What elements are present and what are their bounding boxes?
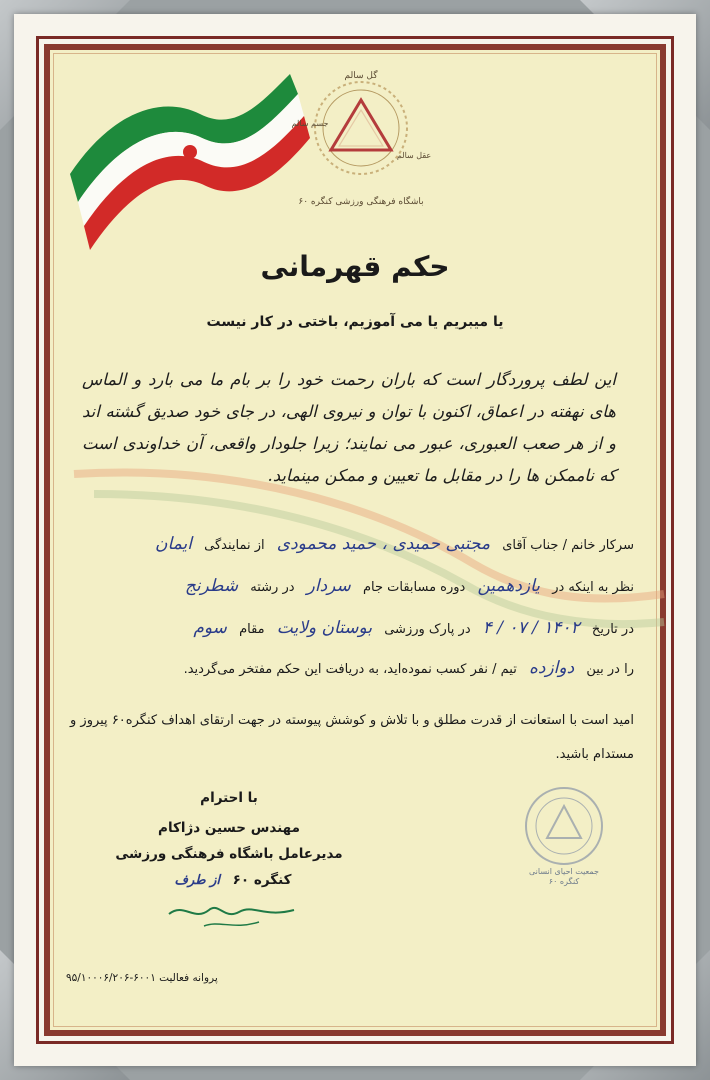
among-label: را در بین — [586, 662, 634, 677]
hope-text: امید است با استعانت از قدرت مطلق و با تلاش و کوشش پیوسته در جهت ارتقای اهداف کنگره۶۰ پیروز و مستدام باشید. — [70, 713, 634, 762]
license-number: پروانه فعالیت ۶۰۰۱-۹۵/۱۰۰۰۶/۲۰۶ — [66, 972, 218, 984]
closing-regards: با احترام — [200, 790, 258, 806]
recipient-line — [70, 534, 634, 554]
closing-position: مدیرعامل باشگاه فرهنگی ورزشی — [115, 846, 343, 862]
club-logo — [291, 66, 432, 216]
closing-org: کنگره ۶۰ — [232, 872, 292, 888]
recipient-prefix: سرکار خانم / جناب آقای — [502, 538, 634, 553]
signature — [164, 892, 304, 932]
stamp-sub: کنگره ۶۰ — [548, 877, 580, 886]
date-value: ۱۴۰۲ / ۰۷ / ۴ — [482, 618, 580, 638]
competition-line — [70, 576, 634, 596]
field-value: شطرنج — [184, 576, 239, 596]
date-line — [70, 618, 634, 638]
certificate-paragraph: این لطف پروردگار است که باران رحمت خود را بر بام ما می بارد و الماس های نهفته در اعماق، اکنون با توان و نیروی الهی، در جای خود صدیق گشته اند و از هر صعب العبوری، عبور می نمایند؛ زیرا جلودار واقعی، آن خداوندی است که ناممکن ها را در مقابل ما تعیین و ممکن مینماید. — [82, 370, 616, 485]
logo-left-text: جسم سالم — [291, 119, 329, 128]
representation-value: ایمان — [155, 534, 192, 554]
among-line — [70, 658, 634, 678]
closing-org-line — [74, 872, 384, 888]
logo-top-text: گل سالم — [344, 71, 378, 81]
organization-stamp — [519, 786, 609, 886]
representation-label: از نمایندگی — [204, 538, 265, 553]
among-value: دوازده — [528, 658, 575, 678]
stamp-org: جمعیت احیای انسانی — [529, 867, 599, 876]
closing-hand-note: از طرف — [174, 873, 220, 888]
park-value: بوستان ولایت — [276, 618, 373, 638]
park-label: در پارک ورزشی — [384, 622, 471, 637]
team-text: تیم / نفر کسب نموده‌اید، به دریافت این حکم مفتخر می‌گردید. — [183, 662, 517, 677]
certificate-title: حکم قهرمانی — [260, 250, 450, 283]
field-label: در رشته — [250, 580, 295, 595]
logo-bottom-text: باشگاه فرهنگی ورزشی کنگره ۶۰ — [298, 197, 424, 207]
cup-value: سردار — [306, 576, 351, 596]
rank-label: مقام — [239, 622, 265, 637]
course-label: دوره مسابقات جام — [362, 580, 466, 595]
rank-value: سوم — [193, 618, 227, 638]
certificate-paper — [14, 14, 696, 1066]
edition-value: یازدهمین — [477, 576, 541, 596]
logo-right-text: عقل سالم — [396, 151, 432, 160]
date-label: در تاریخ — [591, 622, 634, 637]
closing-name: مهندس حسین دژاکام — [158, 820, 300, 836]
flag-emblem-icon — [183, 145, 197, 159]
decorative-wave — [54, 454, 674, 674]
certificate-motto: یا میبریم یا می آموزیم، باختی در کار نیست — [206, 314, 504, 330]
given-label: نظر به اینکه در — [552, 580, 634, 595]
recipient-name: مجتبی حمیدی ، حمید محمودی — [276, 534, 491, 554]
iran-flag-icon — [50, 54, 310, 254]
